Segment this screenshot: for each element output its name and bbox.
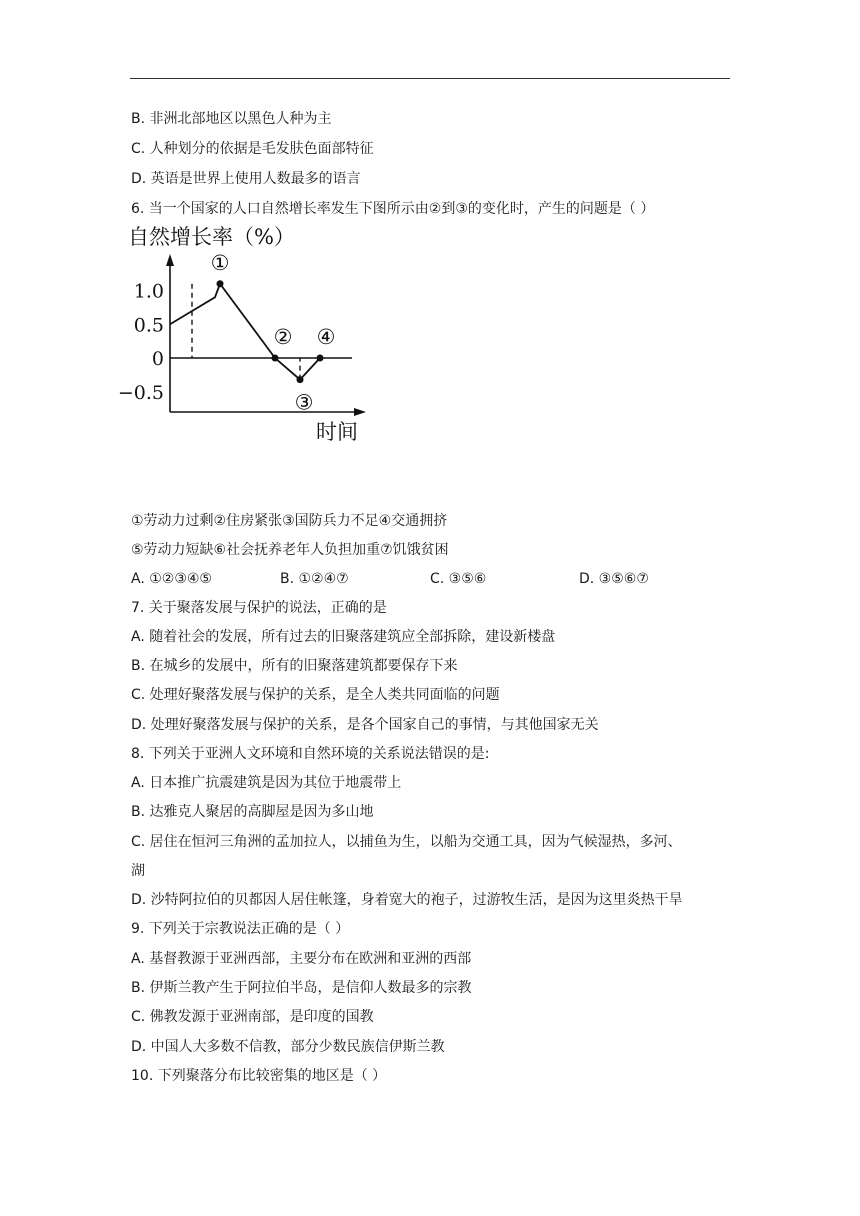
q9-option-d: D. 中国人大多数不信教，部分少数民族信伊斯兰教	[131, 1039, 445, 1055]
q6-choice-line-1: ①劳动力过剩②住房紧张③国防兵力不足④交通拥挤	[131, 513, 448, 529]
q6-option-d: D. ③⑤⑥⑦	[579, 571, 649, 587]
y-tick-label: 0	[151, 348, 164, 370]
q8-option-d: D. 沙特阿拉伯的贝都因人居住帐篷，身着宽大的袍子，过游牧生活，是因为这里炎热干旱	[131, 892, 683, 908]
q5-option-d: D. 英语是世界上使用人数最多的语言	[131, 171, 361, 187]
chart-xlabel: 时间	[316, 420, 358, 444]
q6-option-a: A. ①②③④⑤	[131, 571, 212, 587]
q6-choice-line-2: ⑤劳动力短缺⑥社会抚养老年人负担加重⑦饥饿贫困	[131, 542, 449, 558]
data-point	[317, 355, 324, 362]
header-rule	[130, 78, 730, 79]
y-tick-label: 0.5	[133, 314, 164, 337]
q7-stem: 7. 关于聚落发展与保护的说法，正确的是	[131, 600, 387, 616]
q6-option-c: C. ③⑤⑥	[430, 571, 487, 587]
point-label: ④	[316, 325, 336, 349]
point-label: ②	[273, 325, 293, 349]
q6-stem: 6. 当一个国家的人口自然增长率发生下图所示由②到③的变化时，产生的问题是（ ）	[131, 201, 655, 217]
data-point	[297, 376, 304, 383]
q8-option-a: A. 日本推广抗震建筑是因为其位于地震带上	[131, 775, 402, 791]
q6-option-b: B. ①②④⑦	[280, 571, 349, 587]
q7-option-a: A. 随着社会的发展，所有过去的旧聚落建筑应全部拆除，建设新楼盘	[131, 629, 556, 645]
q9-option-c: C. 佛教发源于亚洲南部，是印度的国教	[131, 1009, 374, 1025]
point-label: ①	[210, 250, 230, 275]
q9-option-a: A. 基督教源于亚洲西部，主要分布在欧洲和亚洲的西部	[131, 951, 472, 967]
q9-option-b: B. 伊斯兰教产生于阿拉伯半岛，是信仰人数最多的宗教	[131, 980, 472, 996]
q8-stem: 8. 下列关于亚洲人文环境和自然环境的关系说法错误的是:	[131, 746, 490, 762]
q8-option-c-continued: 湖	[131, 863, 145, 879]
point-label: ③	[294, 390, 314, 415]
y-tick-label: 1.0	[133, 280, 164, 303]
data-point	[217, 280, 224, 287]
data-point	[272, 355, 279, 362]
chart-ylabel: 自然增长率（%）	[128, 225, 295, 249]
y-axis-arrow	[166, 254, 174, 266]
y-tick-label: −0.5	[117, 381, 164, 404]
q7-option-b: B. 在城乡的发展中，所有的旧聚落建筑都要保存下来	[131, 658, 458, 674]
q8-option-b: B. 达雅克人聚居的高脚屋是因为多山地	[131, 804, 374, 820]
q6-options	[0, 570, 860, 588]
q7-option-d: D. 处理好聚落发展与保护的关系，是各个国家自己的事情，与其他国家无关	[131, 717, 599, 733]
q5-option-b: B. 非洲北部地区以黑色人种为主	[131, 111, 332, 127]
x-axis-arrow	[354, 408, 366, 416]
q9-stem: 9. 下列关于宗教说法正确的是（ ）	[131, 921, 350, 937]
q7-option-c: C. 处理好聚落发展与保护的关系，是全人类共同面临的问题	[131, 687, 500, 703]
q8-option-c: C. 居住在恒河三角洲的孟加拉人，以捕鱼为生，以船为交通工具，因为气候湿热，多河、	[131, 834, 682, 850]
q5-option-c: C. 人种划分的依据是毛发肤色面部特征	[131, 141, 374, 157]
q10-stem: 10. 下列聚落分布比较密集的地区是（ ）	[131, 1068, 387, 1084]
growth-rate-chart	[117, 222, 376, 452]
